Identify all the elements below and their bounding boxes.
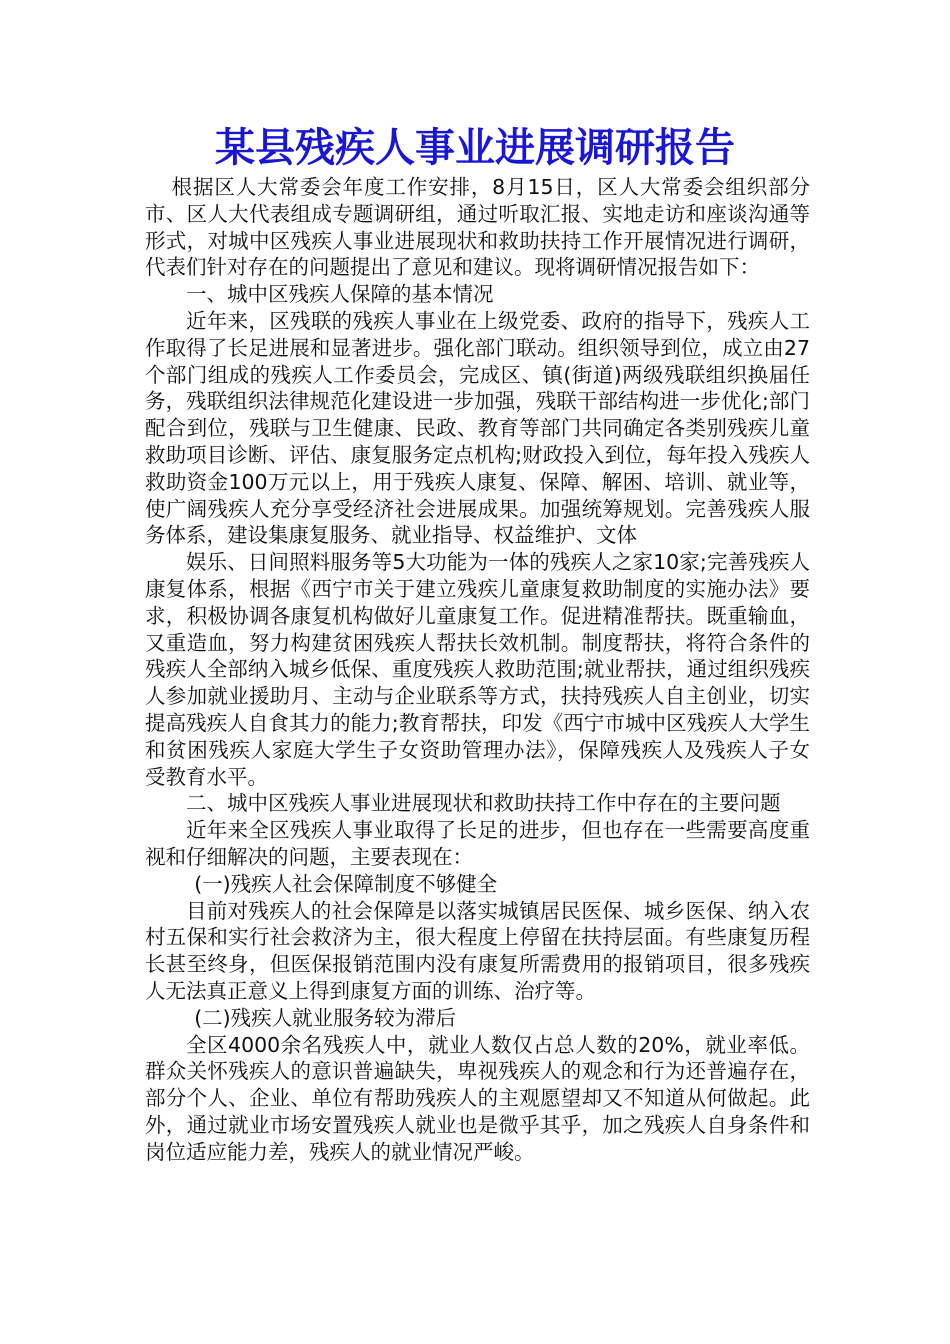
body-paragraph: 娱乐、日间照料服务等5大功能为一体的残疾人之家10家;完善残疾人康复体系，根据《西宁市关于建立残疾儿童康复救助制度的实施办法》要求，积极协调各康复机构做好儿童康复工作。促进精准帮扶。既重输血，又重造血，努力构建贫困残疾人帮扶长效机制。制度帮扶，将符合条件的残疾人全部纳入城乡低保、重度残疾人救助范围;就业帮扶，通过组织残疾人参加就业援助月、主动与企业联系等方式，扶持残疾人自主创业，切实提高残疾人自食其力的能力;教育帮扶，印发《西宁市城中区残疾人大学生和贫困残疾人家庭大学生子女资助管理办法》，保障残疾人及残疾人子女受教育水平。 bbox=[145, 550, 810, 789]
intro-paragraph: 根据区人大常委会年度工作安排，8月15日，区人大常委会组织部分市、区人大代表组成专题调研组，通过听取汇报、实地走访和座谈沟通等形式，对城中区残疾人事业进展现状和救助扶持工作开展情况进行调研，代表们针对存在的问题提出了意见和建议。现将调研情况报告如下： bbox=[145, 175, 810, 280]
section-heading-2: 二、城中区残疾人事业进展现状和救助扶持工作中存在的主要问题 bbox=[186, 791, 781, 816]
body-paragraph: 目前对残疾人的社会保障是以落实城镇居民医保、城乡医保、纳入农村五保和实行社会救济为主，很大程度上停留在扶持层面。有些康复历程长甚至终身，但医保报销范围内没有康复所需费用的报销项目，很多残疾人无法真正意义上得到康复方面的训练、治疗等。 bbox=[145, 898, 810, 1003]
body-paragraph: 近年来，区残联的残疾人事业在上级党委、政府的指导下，残疾人工作取得了长足进展和显著进步。强化部门联动。组织领导到位，成立由27个部门组成的残疾人工作委员会，完成区、镇(街道)两级残联组织换届任务，残联组织法律规范化建设进一步加强，残联干部结构进一步优化;部门配合到位，残联与卫生健康、民政、教育等部门共同确定各类别残疾儿童救助项目诊断、评估、康复服务定点机构;财政投入到位，每年投入残疾人救助资金100万元以上，用于残疾人康复、保障、解困、培训、就业等，使广阔残疾人充分享受经济社会进展成果。加强统筹规划。完善残疾人服务体系，建设集康复服务、就业指导、权益维护、文体 bbox=[145, 308, 810, 548]
subsection-heading-1: (一)残疾人社会保障制度不够健全 bbox=[194, 871, 498, 896]
document-body bbox=[145, 174, 810, 1165]
body-paragraph: 全区4000余名残疾人中，就业人数仅占总人数的20%，就业率低。群众关怀残疾人的意识普遍缺失，卑视残疾人的观念和行为还普遍存在，部分个人、企业、单位有帮助残疾人的主观愿望却又不知道从何做起。此外，通过就业市场安置残疾人就业也是微乎其乎，加之残疾人自身条件和岗位适应能力差，残疾人的就业情况严峻。 bbox=[145, 1032, 810, 1164]
subsection-heading-2: (二)残疾人就业服务较为滞后 bbox=[194, 1005, 457, 1030]
body-paragraph: 近年来全区残疾人事业取得了长足的进步，但也存在一些需要高度重视和仔细解决的问题，主要表现在： bbox=[145, 818, 810, 869]
document-title: 某县残疾人事业进展调研报告 bbox=[215, 124, 735, 171]
section-heading-1: 一、城中区残疾人保障的基本情况 bbox=[186, 282, 494, 307]
